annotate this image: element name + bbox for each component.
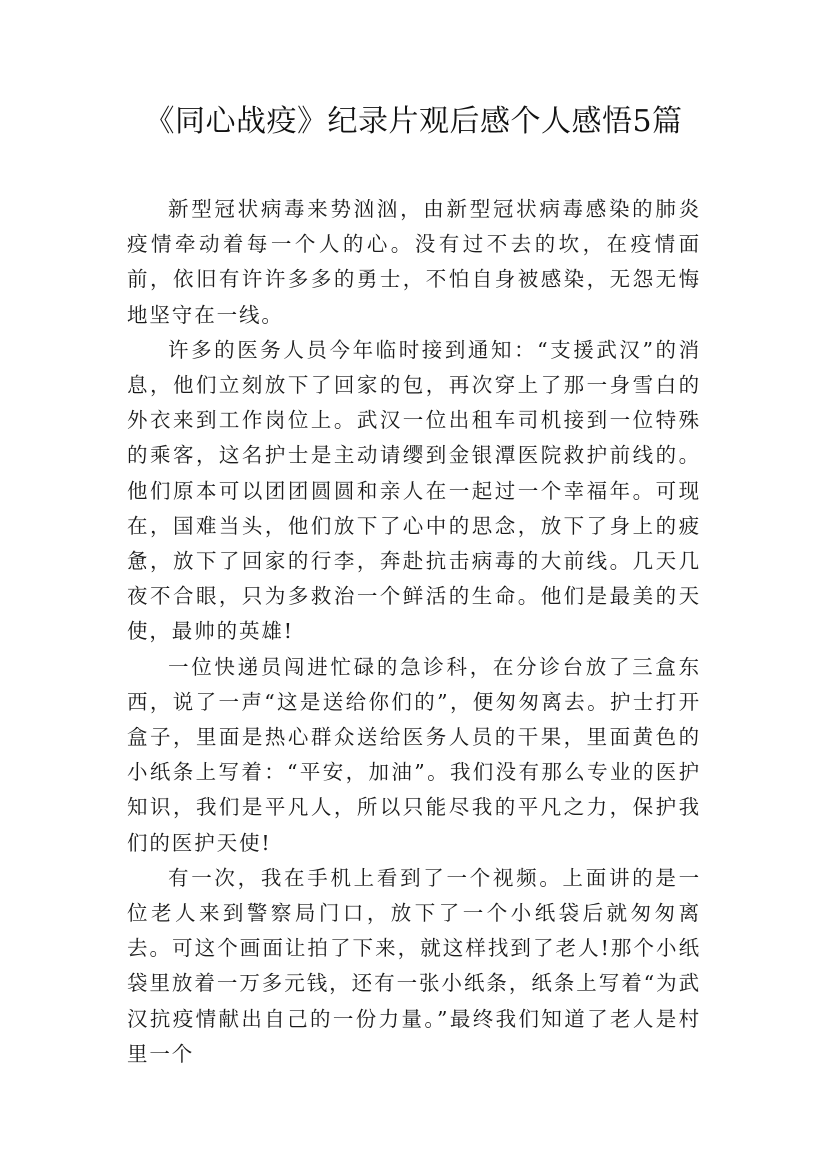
document-body <box>127 192 701 1072</box>
document-title: 《同心战疫》纪录片观后感个人感悟5篇 <box>144 104 683 139</box>
paragraph-3: 一位快递员闯进忙碌的急诊科，在分诊台放了三盒东西，说了一声“这是送给你们的”，便匆匆离去。护士打开盒子，里面是热心群众送给医务人员的干果，里面黄色的小纸条上写着：“平安，加油”。我们没有那么专业的医护知识，我们是平凡人，所以只能尽我的平凡之力，保护我们的医护天使! <box>127 654 701 855</box>
paragraph-2: 许多的医务人员今年临时接到通知：“支援武汉”的消息，他们立刻放下了回家的包，再次穿上了那一身雪白的外衣来到工作岗位上。武汉一位出租车司机接到一位特殊的乘客，这名护士是主动请缨到金银潭医院救护前线的。他们原本可以团团圆圆和亲人在一起过一个幸福年。可现在，国难当头，他们放下了心中的思念，放下了身上的疲惫，放下了回家的行李，奔赴抗击病毒的大前线。几天几夜不合眼，只为多救治一个鲜活的生命。他们是最美的天使，最帅的英雄! <box>127 337 701 644</box>
paragraph-4: 有一次，我在手机上看到了一个视频。上面讲的是一位老人来到警察局门口，放下了一个小纸袋后就匆匆离去。可这个画面让拍了下来，就这样找到了老人!那个小纸袋里放着一万多元钱，还有一张小纸条，纸条上写着“为武汉抗疫情献出自己的一份力量。”最终我们知道了老人是村里一个 <box>127 865 701 1066</box>
paragraph-1: 新型冠状病毒来势汹汹，由新型冠状病毒感染的肺炎疫情牵动着每一个人的心。没有过不去的坎，在疫情面前，依旧有许许多多的勇士，不怕自身被感染，无怨无悔地坚守在一线。 <box>127 197 701 327</box>
